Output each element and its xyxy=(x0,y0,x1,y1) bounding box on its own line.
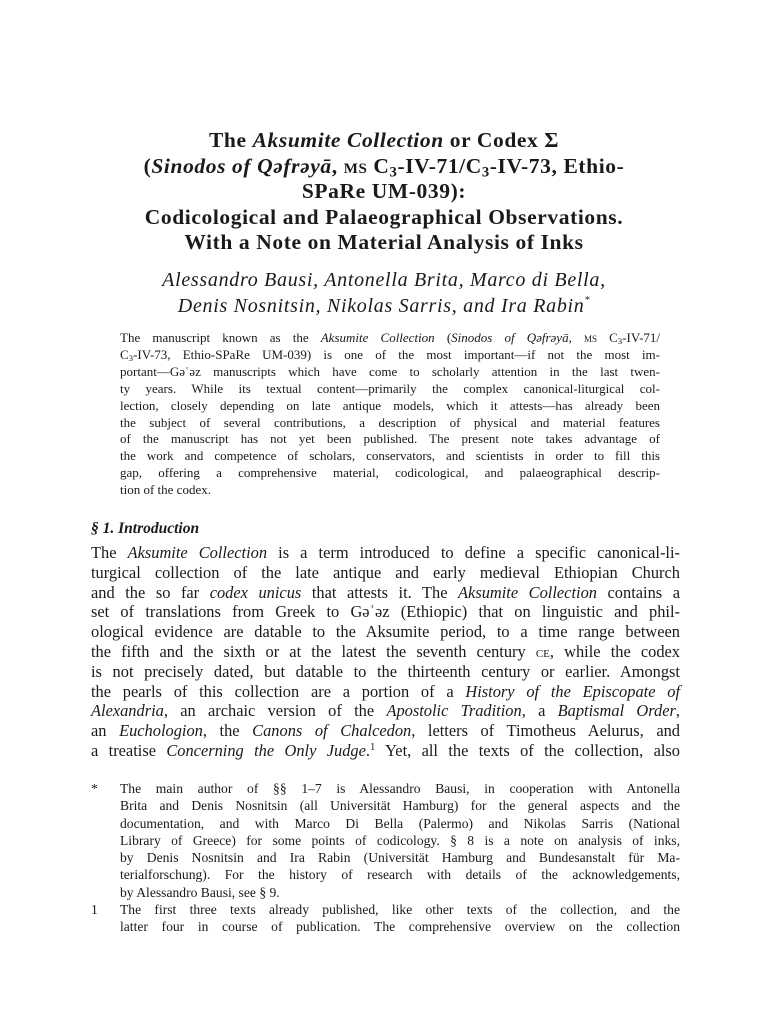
footnote-line: by Alessandro Bausi, see § 9. xyxy=(120,884,280,900)
title-text: , xyxy=(331,153,344,178)
footnote-text xyxy=(120,901,680,936)
abstract-line: ty years. While its textual content—primarily the complex canonical-liturgical col- xyxy=(120,380,660,396)
footnote-marker: * xyxy=(91,781,98,796)
section-number: § 1. xyxy=(91,520,115,537)
abstract-line: gap, offering a comprehensive material, codicological, and palaeographical descrip- xyxy=(120,465,660,481)
body-italic: Canons of Chalcedon xyxy=(252,721,412,741)
footnote-line: latter four in course of publication. The comprehensive overview on the collection xyxy=(120,919,680,935)
title-text: The xyxy=(208,128,253,152)
body-text: , a xyxy=(521,701,558,721)
abstract-line xyxy=(120,330,660,347)
title-text: C xyxy=(367,153,390,178)
abstract-text: ( xyxy=(434,330,452,345)
body-line: set of translations from Greek to Gəʿəz (Ethiopic) that on linguistic and phil- xyxy=(91,602,680,622)
body-italic: Euchologion xyxy=(119,721,203,741)
abstract-line xyxy=(120,347,660,364)
body-text: , an archaic version of the xyxy=(163,701,387,721)
body-text: Yet, all the texts of the collection, also xyxy=(375,740,680,760)
body-italic: Aksumite Collection xyxy=(458,582,597,602)
title-line-2 xyxy=(80,154,688,180)
body-italic: Baptismal Order xyxy=(557,701,676,721)
body-text: is a term introduced to define a specific canonical-li- xyxy=(267,543,680,562)
title-italic: Sinodos of Qəfrəyā xyxy=(151,153,332,178)
abstract-subscript: 3 xyxy=(617,336,623,347)
title-subscript: 3 xyxy=(481,164,490,181)
body-line xyxy=(91,701,680,721)
footnotes xyxy=(91,780,680,936)
section-title: Introduction xyxy=(118,520,200,537)
body-text: . xyxy=(365,740,370,760)
body-italic: Alexandria xyxy=(91,701,164,721)
body-line xyxy=(91,741,680,761)
footnote-line: terialforschung). For the history of research with details of the acknowledgements, xyxy=(120,867,680,883)
body-italic: History of the Episcopate of xyxy=(465,681,680,701)
title-text: -IV-71/C xyxy=(397,153,482,178)
body-text: and the so far xyxy=(91,582,210,602)
body-text: , while the codex xyxy=(549,641,680,661)
body-italic: codex unicus xyxy=(209,582,302,602)
abstract-text: The manuscript known as the xyxy=(120,330,321,345)
body-line: turgical collection of the late antique and early medieval Ethiopian Church xyxy=(91,562,680,582)
body-italic: Concerning the Only Judge xyxy=(166,740,366,760)
abstract-text: C xyxy=(596,330,618,345)
footnote-text xyxy=(120,780,680,901)
footnote-1 xyxy=(91,901,680,936)
title-text: ( xyxy=(143,153,152,178)
footnote-marker: 1 xyxy=(91,902,98,918)
abstract-text: C xyxy=(120,346,129,362)
body-line xyxy=(91,543,680,563)
body-text: contains a xyxy=(596,582,680,602)
footnote-star xyxy=(91,780,680,901)
title-line-1 xyxy=(80,128,688,154)
author-list xyxy=(80,267,688,319)
title-italic: Aksumite Collection xyxy=(252,128,444,152)
abstract-text: -IV-73, Ethio-SPaRe UM-039) is one of the most important—if not the most im- xyxy=(133,346,660,362)
title-smallcaps: ms xyxy=(343,153,368,178)
abstract xyxy=(120,330,660,499)
authors-line-2 xyxy=(80,293,688,319)
body-line xyxy=(91,583,680,603)
body-text: a treatise xyxy=(91,740,167,760)
abstract-italic: Aksumite Collection xyxy=(320,330,435,345)
section-heading xyxy=(91,520,199,538)
body-italic: Apostolic Tradition xyxy=(386,701,522,721)
body-text: , xyxy=(675,701,680,721)
body-italic: Aksumite Collection xyxy=(127,543,268,562)
body-line: ological evidence are datable to the Aksumite period, to a time range between xyxy=(91,622,680,642)
body-text: the pearls of this collection are a portion of a xyxy=(91,681,466,701)
body-text: , the xyxy=(202,721,253,741)
abstract-text: -IV-71/ xyxy=(622,330,661,345)
body-line xyxy=(91,682,680,702)
body-line xyxy=(91,642,680,662)
title-text: or Codex Σ xyxy=(443,128,560,152)
authors-text: Denis Nosnitsin, Nikolas Sarris, and Ira Rabin xyxy=(177,295,585,317)
abstract-line: the work and competence of scholars, conservators, and scientists in order to fill this xyxy=(120,448,660,464)
abstract-smallcaps: ms xyxy=(583,330,597,345)
body-text: The xyxy=(91,543,128,562)
body-text: , letters of Timotheus Aelurus, and xyxy=(411,721,680,741)
author-footnote-marker[interactable]: * xyxy=(584,295,591,306)
title-line-5: With a Note on Material Analysis of Inks xyxy=(184,230,584,254)
footnote-line: by Denis Nosnitsin and Ira Rabin (Universität Hamburg and Bundesanstalt für Ma- xyxy=(120,850,680,866)
article-title xyxy=(80,128,688,256)
body-text: the fifth and the sixth or at the latest the seventh century xyxy=(91,641,536,661)
footnote-reference[interactable]: 1 xyxy=(370,742,376,754)
abstract-line: portant—Gəʿəz manuscripts which have come to scholarly attention in the last twen- xyxy=(120,363,660,379)
abstract-subscript: 3 xyxy=(128,353,134,364)
title-subscript: 3 xyxy=(389,164,398,181)
body-text: that attests it. The xyxy=(301,582,459,602)
body-smallcaps: ce xyxy=(535,641,550,661)
footnote-line: The first three texts already published, like other texts of the collection, and the xyxy=(120,902,680,918)
footnote-line: documentation, and with Marco Di Bella (Palermo) and Nikolas Sarris (National xyxy=(120,815,680,831)
abstract-italic: Sinodos of Qəfrəyā xyxy=(451,330,569,345)
authors-line-1: Alessandro Bausi, Antonella Brita, Marco di Bella, xyxy=(162,269,606,291)
abstract-line: the subject of several contributions, a description of physical and material features xyxy=(120,414,660,430)
title-text: -IV-73, Ethio- xyxy=(489,153,625,178)
title-line-4: Codicological and Palaeographical Observations. xyxy=(144,204,624,229)
body-line: is not precisely dated, but datable to the thirteenth century or earlier. Amongst xyxy=(91,661,680,681)
title-line-3: SPaRe UM-039): xyxy=(301,179,467,203)
abstract-line: of the manuscript has not yet been published. The present note takes advantage of xyxy=(120,431,660,447)
footnote-line: Library of Greece) for some points of codicology. § 8 is a note on analysis of inks, xyxy=(120,832,680,848)
body-line xyxy=(91,721,680,741)
footnote-line: The main author of §§ 1–7 is Alessandro Bausi, in cooperation with Antonella xyxy=(120,781,680,796)
abstract-text: , xyxy=(568,330,584,345)
body-paragraph xyxy=(91,543,680,761)
body-text: an xyxy=(91,721,120,741)
abstract-line: lection, closely depending on late antique models, which it attests—has already been xyxy=(120,397,660,413)
footnote-line: Brita and Denis Nosnitsin (all Universität Hamburg) for the general aspects and the xyxy=(120,798,680,814)
abstract-line: tion of the codex. xyxy=(120,482,211,498)
